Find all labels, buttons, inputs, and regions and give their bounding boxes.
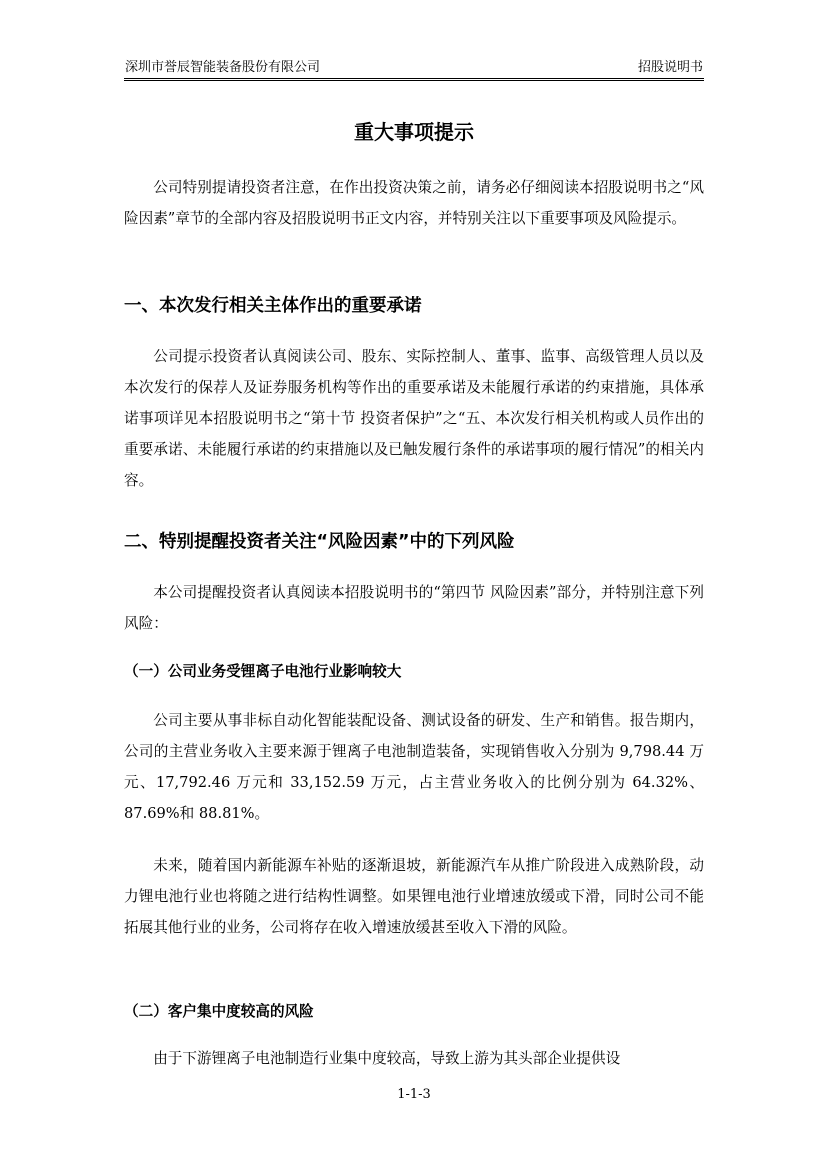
subsection-heading-2: （二）客户集中度较高的风险: [124, 1003, 314, 1020]
section-2-paragraph: 本公司提醒投资者认真阅读本招股说明书的“第四节 风险因素”部分，并特别注意下列风险：: [124, 584, 704, 632]
subsection-1-paragraph-1: 公司主要从事非标自动化智能装配设备、测试设备的研发、生产和销售。报告期内，公司的主营业务收入主要来源于锂离子电池制造装备，实现销售收入分别为 9,798.44 万元、17,792.46 万元和 33,152.59 万元，占主营业务收入的比例分别为 64.32%、87.69%和 88.81%。: [124, 712, 704, 822]
page-number: 1-1-3: [397, 1087, 431, 1102]
subsection-1-paragraph-2: 未来，随着国内新能源车补贴的逐渐退坡，新能源汽车从推广阶段进入成熟阶段，动力锂电池行业也将随之进行结构性调整。如果锂电池行业增速放缓或下滑，同时公司不能拓展其他行业的业务，公司将存在收入增速放缓甚至收入下滑的风险。: [124, 857, 704, 936]
page-header: [125, 58, 703, 78]
header-doc-type: 招股说明书: [637, 60, 703, 75]
section-1-paragraph: 公司提示投资者认真阅读公司、股东、实际控制人、董事、监事、高级管理人员以及本次发行的保荐人及证券服务机构等作出的重要承诺及未能履行承诺的约束措施，具体承诺事项详见本招股说明书之“第十节 投资者保护”之“五、本次发行相关机构或人员作出的重要承诺、未能履行承诺的约束措施以及已触发履行条件的承诺事项的履行情况”的相关内容。: [124, 348, 704, 489]
header-company-name: 深圳市誉辰智能装备股份有限公司: [125, 60, 321, 75]
subsection-heading-1: （一）公司业务受锂离子电池行业影响较大: [124, 663, 402, 680]
intro-paragraph: 公司特别提请投资者注意，在作出投资决策之前，请务必仔细阅读本招股说明书之“风险因素”章节的全部内容及招股说明书正文内容，并特别关注以下重要事项及风险提示。: [124, 179, 704, 227]
page-title: 重大事项提示: [354, 120, 474, 144]
header-rule: [124, 78, 704, 81]
section-heading-2: 二、特别提醒投资者关注“风险因素”中的下列风险: [124, 532, 515, 552]
section-heading-1: 一、本次发行相关主体作出的重要承诺: [124, 296, 422, 316]
subsection-2-paragraph-1: 由于下游锂离子电池制造行业集中度较高，导致上游为其头部企业提供设: [153, 1050, 621, 1067]
